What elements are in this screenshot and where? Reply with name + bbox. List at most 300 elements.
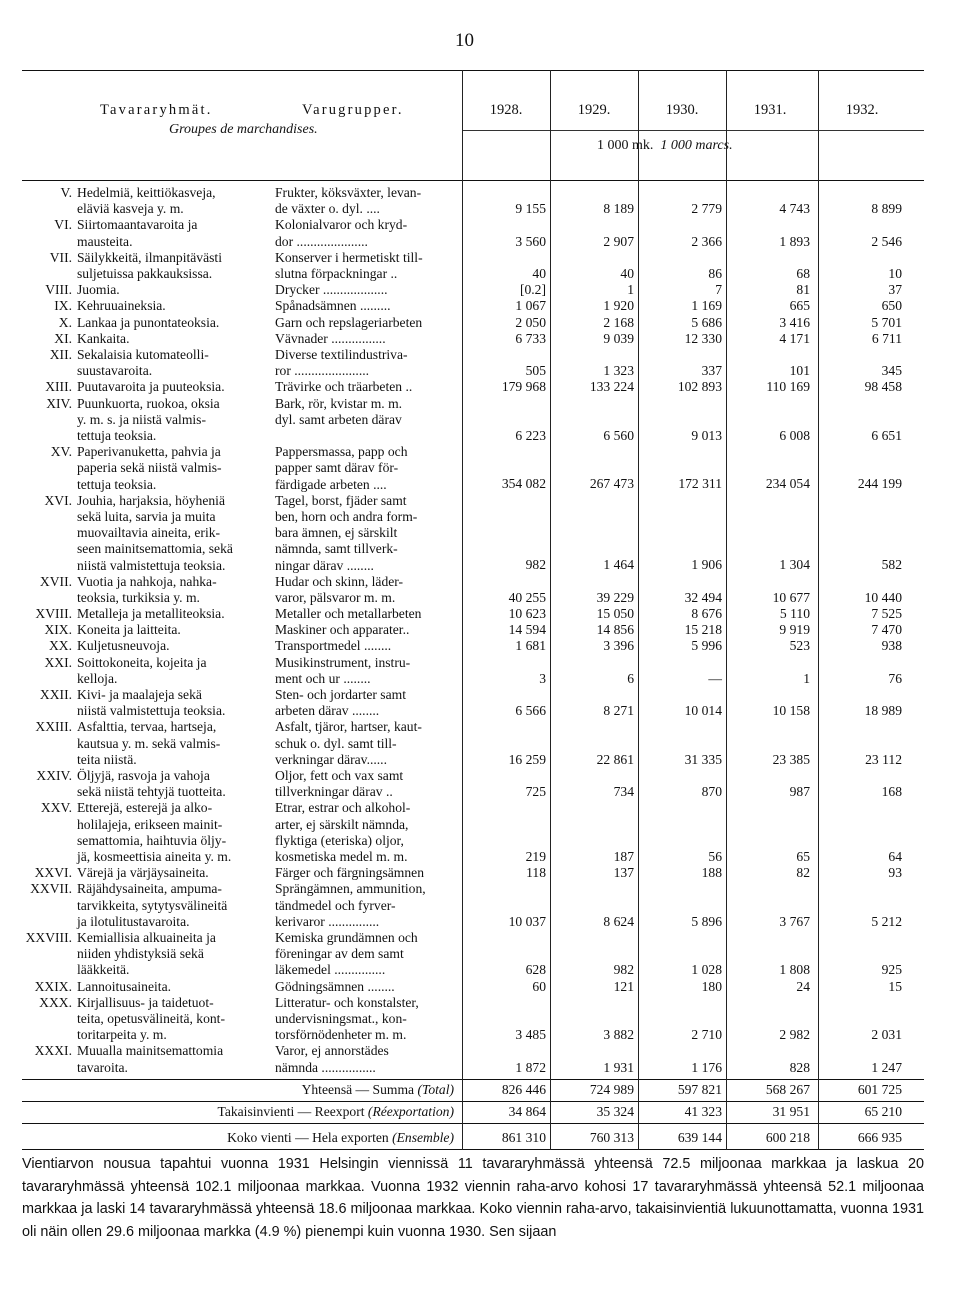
text-line: kelloja. [77, 670, 118, 686]
value-cell: 4 171 [779, 330, 810, 346]
value-cell: 15 [888, 978, 902, 994]
text-line: ror ...................... [275, 363, 370, 379]
value-cell: 666 935 [857, 1129, 902, 1145]
text-line: Gödningsämnen ........ [275, 978, 395, 994]
value-cell: 10 623 [508, 606, 546, 622]
group-number: XI. [54, 330, 72, 346]
group-name-sv [275, 574, 460, 606]
text-line: Spånadsämnen ......... [275, 298, 391, 314]
group-name-fi [77, 865, 267, 881]
value-cell: 64 [888, 849, 902, 864]
value-cell: 1 872 [515, 1059, 546, 1075]
text-line: niiden yhdistyksiä sekä [77, 946, 204, 962]
value-cell: 172 311 [678, 476, 722, 492]
text-line: läkemedel ............... [275, 962, 386, 978]
value-cell: 2 168 [603, 314, 634, 330]
text-line: Musikinstrument, instru- [275, 654, 411, 670]
text-line: verkningar därav...... [275, 751, 387, 767]
value-cell: 8 624 [603, 913, 634, 929]
value-cell: 24 [796, 978, 810, 994]
table-row [22, 687, 924, 719]
group-number: XXX. [39, 994, 72, 1010]
group-name-sv [275, 347, 460, 379]
value-cell: 10 158 [772, 703, 810, 719]
column-rule [550, 70, 551, 1150]
value-cell: 267 473 [589, 476, 634, 492]
value-cell: 568 267 [765, 1081, 810, 1097]
value-cell: 1 920 [603, 298, 634, 314]
value-cell: 600 218 [765, 1129, 810, 1145]
value-cell: 601 725 [857, 1081, 902, 1097]
text-line: färdigade arbeten .... [275, 476, 387, 492]
group-name-fi [77, 379, 267, 395]
group-name-fi [77, 331, 267, 347]
value-cell: 60 [532, 978, 546, 994]
value-cell: 724 989 [589, 1081, 634, 1097]
group-number: XII. [49, 346, 72, 362]
header-sv: Varugrupper. [302, 102, 404, 118]
value-cell: 10 677 [772, 589, 810, 605]
value-cell: 168 [881, 784, 902, 800]
value-cell: 2 050 [515, 314, 546, 330]
text-line: mausteita. [77, 233, 133, 249]
text-line: y. m. s. ja niistä valmis- [77, 411, 207, 427]
total-label-fr: (Réexportation) [367, 1103, 454, 1119]
header-divider [462, 130, 924, 131]
text-line: Soittokoneita, kojeita ja [77, 654, 207, 670]
table-row [22, 493, 924, 574]
total-label-text: Takaisinvienti — Reexport [217, 1103, 365, 1119]
text-line: Pappersmassa, papp och [275, 444, 408, 460]
group-number: XXVIII. [25, 929, 72, 945]
text-line: Garn och repslageriarbeten [275, 314, 423, 330]
text-line: Kehruuaineksia. [77, 298, 166, 314]
group-name-fi [77, 622, 267, 638]
value-cell: 234 054 [765, 476, 810, 492]
text-line: Transportmedel ........ [275, 638, 392, 654]
group-number: X. [58, 314, 72, 330]
value-cell: 40 [620, 265, 634, 281]
value-cell: 15 218 [684, 622, 722, 638]
value-cell: 760 313 [589, 1129, 634, 1145]
value-cell: 82 [796, 865, 810, 881]
value-cell: 10 014 [684, 703, 722, 719]
table-row [22, 655, 924, 687]
text-line: Vävnader ................ [275, 330, 386, 346]
value-cell: 65 210 [864, 1103, 902, 1119]
table-row [22, 217, 924, 249]
value-cell: 7 525 [871, 606, 902, 622]
group-name-sv [275, 379, 460, 395]
group-name-fi [77, 719, 267, 768]
value-cell: 1 893 [779, 233, 810, 249]
column-rule [638, 70, 639, 1150]
group-name-sv [275, 217, 460, 249]
group-name-fi [77, 979, 267, 995]
value-cell: 725 [525, 784, 546, 800]
value-cell: 1 808 [779, 962, 810, 978]
table-row [22, 331, 924, 347]
group-name-fi [77, 396, 267, 445]
group-name-fi [77, 638, 267, 654]
text-line: Juomia. [77, 282, 120, 298]
group-name-sv [275, 865, 460, 881]
value-cell: 179 968 [501, 379, 546, 395]
text-line: torsförnödenheter m. m. [275, 1027, 407, 1043]
value-cell: 6 223 [515, 427, 546, 443]
text-line: Asfalt, tjäror, hartser, kaut- [275, 719, 422, 735]
group-name-sv [275, 331, 460, 347]
text-line: de växter o. dyl. .... [275, 201, 380, 217]
table-row [22, 930, 924, 979]
value-cell: 133 224 [589, 379, 634, 395]
column-rule [726, 70, 727, 1150]
value-cell: 6 651 [871, 427, 902, 443]
table-row [22, 1043, 924, 1075]
text-line: seen mainitsemattomia, sekä [77, 541, 233, 557]
value-cell: 925 [881, 962, 902, 978]
text-line: semattomia, haihtuvia öljy- [77, 832, 227, 848]
total-row [22, 1102, 924, 1123]
value-cell: 2 710 [691, 1027, 722, 1043]
value-cell: 187 [613, 849, 634, 864]
table-row [22, 347, 924, 379]
group-number: XVIII. [35, 606, 72, 622]
group-name-fi [77, 768, 267, 800]
total-label-text: Koko vienti — Hela exporten [227, 1129, 389, 1145]
group-number: XXXI. [34, 1043, 72, 1059]
text-line: Sten- och jordarter samt [275, 687, 406, 703]
group-number: XXVI. [34, 865, 72, 881]
text-line: Oljor, fett och vax samt [275, 768, 404, 784]
group-number: VIII. [45, 282, 72, 298]
value-cell: 188 [701, 865, 722, 881]
text-line: sekä luita, sarvia ja muita [77, 508, 216, 524]
value-cell: 2 031 [871, 1027, 902, 1043]
value-cell: 2 779 [691, 201, 722, 217]
group-name-sv [275, 315, 460, 331]
group-name-fi [77, 1043, 267, 1075]
text-line: tändmedel och fyrver- [275, 897, 396, 913]
table-row [22, 768, 924, 800]
text-line: undervisningsmat., kon- [275, 1010, 407, 1026]
value-cell: 861 310 [501, 1129, 546, 1145]
text-line: Konserver i hermetiskt till- [275, 249, 423, 265]
value-cell: 1 304 [779, 557, 810, 573]
text-line: varor, pälsvaror m. m. [275, 589, 396, 605]
page-number: 10 [455, 30, 474, 51]
value-cell: 31 335 [684, 751, 722, 767]
table-header [22, 70, 924, 181]
group-number: XIII. [45, 379, 72, 395]
value-cell: 12 330 [684, 330, 722, 346]
text-line: arbeten därav ........ [275, 703, 380, 719]
header-fr: Groupes de marchandises. [169, 122, 318, 137]
table-row [22, 979, 924, 995]
column-rule [818, 70, 819, 1150]
value-cell: 102 893 [677, 379, 722, 395]
table-body [22, 181, 924, 1150]
value-cell: 16 259 [508, 751, 546, 767]
group-name-fi [77, 217, 267, 249]
group-name-fi [77, 282, 267, 298]
value-cell: 5 701 [871, 314, 902, 330]
value-cell: 9 155 [515, 201, 546, 217]
value-cell: 56 [708, 849, 722, 864]
group-name-fi [77, 930, 267, 979]
value-cell: 18 989 [864, 703, 902, 719]
value-cell: 982 [525, 557, 546, 573]
text-line: Paperivanuketta, pahvia ja [77, 444, 221, 460]
group-name-fi [77, 655, 267, 687]
value-cell: 1 247 [871, 1059, 902, 1075]
group-name-fi [77, 315, 267, 331]
group-name-sv [275, 719, 460, 768]
year-1929: 1929. [577, 102, 611, 118]
table-row [22, 185, 924, 217]
value-cell: 1 906 [691, 557, 722, 573]
text-line: Räjähdysaineita, ampuma- [77, 881, 222, 897]
value-cell: 98 458 [864, 379, 902, 395]
value-cell: 6 008 [779, 427, 810, 443]
value-cell: 40 255 [508, 589, 546, 605]
value-cell: 523 [789, 638, 810, 654]
group-name-sv [275, 638, 460, 654]
group-number: VI. [54, 217, 72, 233]
table-row [22, 719, 924, 768]
value-cell: 76 [888, 670, 902, 686]
group-number: XXI. [44, 654, 72, 670]
group-name-fi [77, 493, 267, 574]
value-cell: 6 560 [603, 427, 634, 443]
value-cell: 982 [613, 962, 634, 978]
group-name-sv [275, 979, 460, 995]
value-cell: 5 686 [691, 314, 722, 330]
value-cell: 2 546 [871, 233, 902, 249]
value-cell: 101 [789, 363, 810, 379]
table-row [22, 574, 924, 606]
text-line: Lannoitusaineita. [77, 978, 171, 994]
group-name-sv [275, 282, 460, 298]
text-line: niistä valmistettuja teoksia. [77, 557, 226, 573]
value-cell: 826 446 [501, 1081, 546, 1097]
value-cell: 597 821 [677, 1081, 722, 1097]
value-cell: 1 169 [691, 298, 722, 314]
value-cell: 4 743 [779, 201, 810, 217]
total-label [217, 1104, 454, 1120]
text-line: Kivi- ja maalajeja sekä [77, 687, 202, 703]
value-cell: 110 169 [766, 379, 810, 395]
text-line: Kuljetusneuvoja. [77, 638, 170, 654]
text-line: Säilykkeitä, ilmanpitävästi [77, 249, 222, 265]
group-number: XIX. [44, 622, 72, 638]
text-line: sekä niistä tehtyjä tuotteita. [77, 784, 226, 800]
group-name-sv [275, 800, 460, 865]
group-name-sv [275, 298, 460, 314]
table-row [22, 315, 924, 331]
text-line: Sekalaisia kutomateolli- [77, 346, 209, 362]
value-cell: 1 681 [515, 638, 546, 654]
text-line: arter, ej särskilt nämnda, [275, 816, 409, 832]
table-row [22, 881, 924, 930]
value-cell: 650 [881, 298, 902, 314]
table-row [22, 622, 924, 638]
text-line: Siirtomaantavaroita ja [77, 217, 198, 233]
group-number: XIV. [46, 395, 72, 411]
value-cell: 86 [708, 265, 722, 281]
value-cell: 9 013 [691, 427, 722, 443]
value-cell: 137 [613, 865, 634, 881]
year-1932: 1932. [845, 102, 879, 118]
value-cell: 2 982 [779, 1027, 810, 1043]
group-name-sv [275, 444, 460, 493]
text-line: Varor, ej annorstädes [275, 1043, 389, 1059]
text-line: Metaller och metallarbeten [275, 606, 422, 622]
text-line: föreningar av dem samt [275, 946, 404, 962]
value-cell: 1 028 [691, 962, 722, 978]
export-table [22, 70, 924, 1150]
value-cell: 10 440 [864, 589, 902, 605]
value-cell: 5 896 [691, 913, 722, 929]
text-line: Litteratur- och konstalster, [275, 994, 419, 1010]
group-number: V. [60, 185, 72, 200]
value-cell: 180 [701, 978, 722, 994]
value-cell: 219 [525, 849, 546, 864]
value-cell: 68 [796, 265, 810, 281]
total-label-fr: (Ensemble) [392, 1129, 454, 1145]
total-label-fr: (Total) [417, 1081, 454, 1097]
year-1930: 1930. [665, 102, 699, 118]
total-label [227, 1130, 454, 1146]
text-line: Hudar och skinn, läder- [275, 573, 404, 589]
group-name-sv [275, 185, 460, 217]
value-cell: 6 711 [871, 330, 902, 346]
value-cell: 987 [789, 784, 810, 800]
text-line: teita, opetusvälineitä, kont- [77, 1010, 225, 1026]
group-name-fi [77, 800, 267, 865]
text-line: suustavaroita. [77, 363, 153, 379]
value-cell: 1 067 [515, 298, 546, 314]
value-cell: 734 [613, 784, 634, 800]
value-cell: 1 931 [603, 1059, 634, 1075]
text-line: dyl. samt arbeten därav [275, 411, 402, 427]
value-cell: 22 861 [596, 751, 634, 767]
value-cell: 354 082 [501, 476, 546, 492]
group-name-sv [275, 995, 460, 1044]
value-cell: 39 229 [596, 589, 634, 605]
text-line: Muualla mainitsemattomia [77, 1043, 224, 1059]
value-cell: 7 [715, 282, 722, 298]
value-cell: 938 [881, 638, 902, 654]
text-line: Kemiska grundämnen och [275, 929, 418, 945]
value-cell: 8 271 [603, 703, 634, 719]
group-name-sv [275, 250, 460, 282]
grand-total-row [22, 1128, 924, 1149]
table-row [22, 865, 924, 881]
table-row [22, 800, 924, 865]
value-cell: 65 [796, 849, 810, 864]
value-cell: 7 470 [871, 622, 902, 638]
value-cell: 9 919 [779, 622, 810, 638]
text-line: Kankaita. [77, 330, 130, 346]
group-name-fi [77, 298, 267, 314]
value-cell: 9 039 [603, 330, 634, 346]
value-cell: 244 199 [857, 476, 902, 492]
value-cell: 5 110 [779, 606, 810, 622]
value-cell: 1 [627, 282, 634, 298]
total-label-text: Yhteensä — Summa [301, 1081, 415, 1097]
value-cell: 35 324 [596, 1103, 634, 1119]
text-line: kautsua y. m. sekä valmis- [77, 735, 221, 751]
value-cell: 14 856 [596, 622, 634, 638]
group-name-fi [77, 185, 267, 217]
body-paragraph: Vientiarvon nousua tapahtui vuonna 1931 Helsingin viennissä 11 tavararyhmässä yhteensä 72.5 miljoonaa markkaa ja laskua 20 tavararyhmässä yhteensä 102.1 miljoonaa markkaa. Vuonna 1932 viennin raha-arvo kohosi 17 tavararyhmässä yhteensä 52.1 miljoonaa markkaa ja laski 14 tavararyhmässä yhteensä 18.6 miljoonaa markkaa. Koko viennin raha-arvo, takaisinvientiä lukuunottamatta, vuonna 1931 oli näin ollen 29.6 miljoonaa markka (4.9 %) pienempi kuin vuonna 1930. Sen sijaan [22, 1156, 924, 1240]
text-line: Jouhia, harjaksia, höyheniä [77, 492, 225, 508]
text-line: paperia sekä niistä valmis- [77, 460, 222, 476]
value-cell: 5 996 [691, 638, 722, 654]
value-cell: 10 [888, 265, 902, 281]
text-line: Färger och färgningsämnen [275, 865, 424, 881]
group-number: XVII. [39, 573, 72, 589]
text-line: Kemiallisia alkuaineita ja [77, 929, 216, 945]
table-row [22, 444, 924, 493]
value-cell: 1 323 [603, 363, 634, 379]
group-number: XXIII. [35, 719, 72, 735]
text-line: tarvikkeita, sytytysvälineitä [77, 897, 228, 913]
value-cell: 8 189 [603, 201, 634, 217]
table-row [22, 396, 924, 445]
text-line: Bark, rör, kvistar m. m. [275, 395, 403, 411]
value-cell: 6 566 [515, 703, 546, 719]
group-number: IX. [54, 298, 72, 314]
text-line: Hedelmiä, keittiökasveja, [77, 185, 216, 200]
value-cell: 337 [701, 363, 722, 379]
text-line: Koneita ja laitteita. [77, 622, 181, 638]
group-name-fi [77, 881, 267, 930]
text-line: kosmetiska medel m. m. [275, 849, 408, 865]
text-line: tillverkningar därav .. [275, 784, 393, 800]
text-line: Sprängämnen, ammunition, [275, 881, 426, 897]
value-cell: 2 907 [603, 233, 634, 249]
text-line: teoksia, turkiksia y. m. [77, 589, 200, 605]
table-row [22, 298, 924, 314]
value-cell: 3 767 [779, 913, 810, 929]
value-cell: 34 864 [508, 1103, 546, 1119]
value-cell: 81 [796, 282, 810, 298]
group-name-sv [275, 930, 460, 979]
text-line: Diverse textilindustriva- [275, 346, 408, 362]
text-line: ben, horn och andra form- [275, 508, 418, 524]
value-cell: 8 676 [691, 606, 722, 622]
text-line: tavaroita. [77, 1059, 128, 1075]
table-row [22, 638, 924, 654]
group-name-sv [275, 493, 460, 574]
text-line: eläviä kasveja y. m. [77, 201, 184, 217]
value-cell: 2 366 [691, 233, 722, 249]
group-number: XV. [50, 444, 72, 460]
value-cell: 3 396 [603, 638, 634, 654]
text-line: tettuja teoksia. [77, 476, 157, 492]
text-line: Trävirke och träarbeten .. [275, 379, 413, 395]
group-number: XXV. [40, 800, 72, 816]
value-cell: 93 [888, 865, 902, 881]
value-cell: 40 [532, 265, 546, 281]
value-cell: 582 [881, 557, 902, 573]
text-line: dor ..................... [275, 233, 368, 249]
text-line: Puunkuorta, ruokoa, oksia [77, 395, 220, 411]
value-cell: 15 050 [596, 606, 634, 622]
group-number: XX. [48, 638, 72, 654]
